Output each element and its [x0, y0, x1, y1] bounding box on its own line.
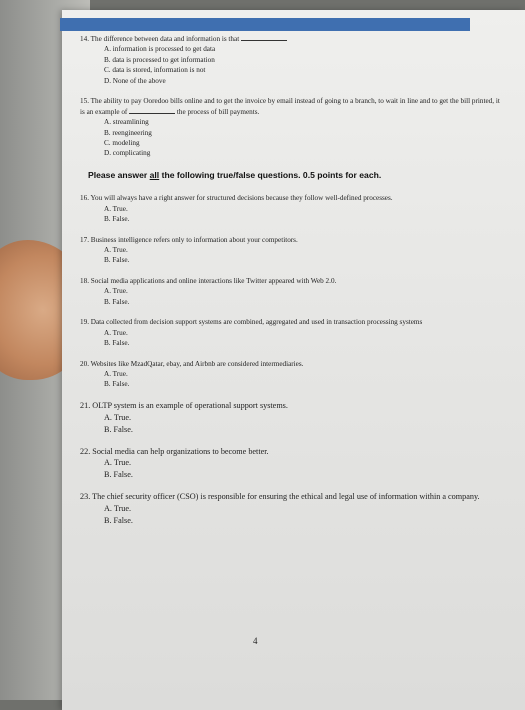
question-22 [80, 446, 500, 482]
option-c: C. data is stored, information is not [104, 66, 206, 75]
option-false: B. False. [104, 215, 130, 224]
option-false: B. False. [104, 515, 133, 525]
option-a: A. information is processed to get data [104, 45, 216, 54]
option-true: A. True. [104, 246, 128, 255]
question-14 [80, 34, 500, 86]
options-list [104, 412, 500, 436]
question-stem: 14. The difference between data and information is that [80, 34, 500, 44]
option-true: A. True. [104, 287, 128, 296]
page-number: 4 [253, 636, 258, 646]
option-true: A. True. [104, 204, 128, 213]
option-false: B. False. [104, 424, 133, 434]
question-stem: 19. Data collected from decision support systems are combined, aggregated and used in transaction processing systems [80, 318, 423, 327]
options-list [104, 245, 500, 266]
question-stem: 23. The chief security officer (CSO) is responsible for ensuring the ethical and legal use of information within a company. [80, 492, 480, 502]
question-stem: 18. Social media applications and online interactions like Twitter appeared with Web 2.0. [80, 276, 337, 285]
header-bar [60, 18, 470, 31]
question-19 [80, 317, 500, 348]
option-true: A. True. [104, 369, 128, 378]
options-list [104, 457, 500, 481]
options-list [104, 328, 500, 349]
options-list [104, 204, 500, 225]
option-c: C. modeling [104, 138, 140, 147]
question-23 [80, 491, 500, 527]
option-false: B. False. [104, 297, 130, 306]
option-d: D. complicating [104, 149, 151, 158]
question-stem: 22. Social media can help organizations to become better. [80, 446, 269, 456]
answer-blank [241, 34, 287, 41]
option-b: B. reengineering [104, 128, 152, 137]
question-stem: 20. Websites like MzadQatar, ebay, and Airbnb are considered intermediaries. [80, 359, 304, 368]
option-true: A. True. [104, 412, 132, 422]
option-false: B. False. [104, 470, 133, 480]
option-b: B. data is processed to get information [104, 55, 215, 64]
question-17 [80, 235, 500, 266]
question-15 [80, 96, 500, 159]
options-list [104, 44, 500, 86]
question-20 [80, 359, 500, 390]
option-a: A. streamlining [104, 118, 149, 127]
option-true: A. True. [104, 328, 128, 337]
answer-blank [129, 107, 175, 114]
question-stem: 15. The ability to pay Ooredoo bills online and to get the invoice by email instead of going to a branch, to wait in line and to get the bill printed, it is an example of the process of bill payments. [80, 97, 500, 116]
option-false: B. False. [104, 380, 130, 389]
option-false: B. False. [104, 339, 130, 348]
option-true: A. True. [104, 504, 132, 514]
options-list [104, 369, 500, 390]
question-stem: 17. Business intelligence refers only to information about your competitors. [80, 235, 298, 244]
question-21 [80, 400, 500, 436]
option-d: D. None of the above [104, 76, 166, 85]
exam-content [80, 34, 500, 537]
options-list [104, 286, 500, 307]
option-true: A. True. [104, 458, 132, 468]
options-list [104, 117, 500, 159]
options-list [104, 503, 500, 527]
option-false: B. False. [104, 256, 130, 265]
question-stem: 21. OLTP system is an example of operational support systems. [80, 400, 288, 410]
question-stem: 16. You will always have a right answer for structured decisions because they follow well-defined processes. [80, 194, 393, 203]
question-18 [80, 276, 500, 307]
section-heading: Please answer all the following true/false questions. 0.5 points for each. [88, 169, 382, 180]
question-16 [80, 193, 500, 224]
